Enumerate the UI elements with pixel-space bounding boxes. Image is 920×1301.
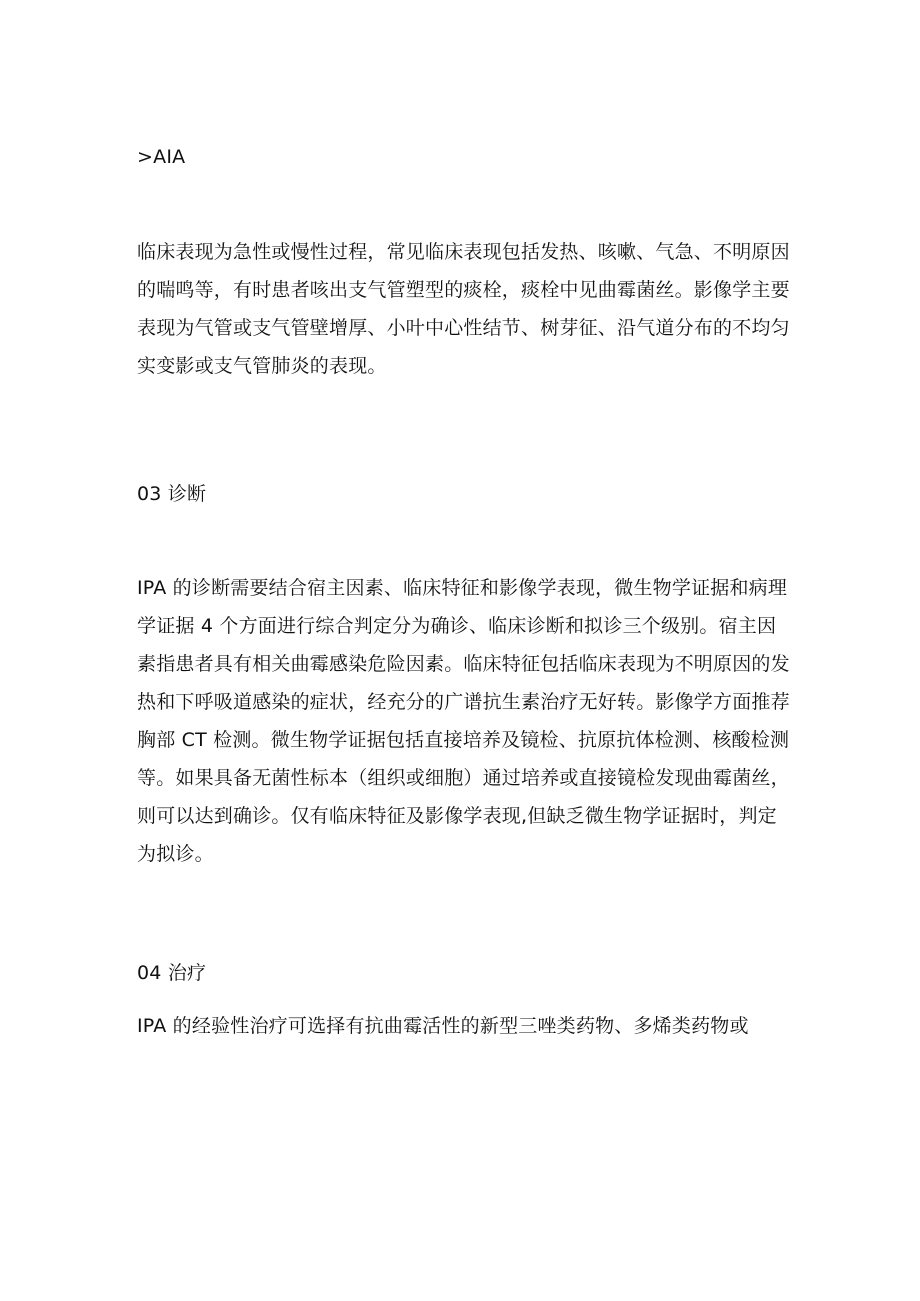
paragraph-diagnosis: IPA 的诊断需要结合宿主因素、临床特征和影像学表现，微生物学证据和病理学证据 4 个方面进行综合判定分为确诊、临床诊断和拟诊三个级别。宿主因素指患者具有相关曲霉感染危险因素。临床特征包括临床表现为不明原因的发热和下呼吸道感染的症状，经充分的广谱抗生素治疗无好转。影像学方面推荐胸部 CT 检测。微生物学证据包括直接培养及镜检、抗原抗体检测、核酸检测等。如果具备无菌性标本（组织或细胞）通过培养或直接镜检发现曲霉菌丝，则可以达到确诊。仅有临床特征及影像学表现,但缺乏微生物学证据时，判定为拟诊。 xyxy=(137,577,790,865)
section-heading-diagnosis: 03 诊断 xyxy=(137,483,207,505)
paragraph-aia-clinical-features: 临床表现为急性或慢性过程，常见临床表现包括发热、咳嗽、气急、不明原因的喘鸣等，有时患者咳出支气管塑型的痰栓，痰栓中见曲霉菌丝。影像学主要表现为气管或支气管壁增厚、小叶中心性结节、树芽征、沿气道分布的不均匀实变影或支气管肺炎的表现。 xyxy=(137,241,790,377)
paragraph-treatment: IPA 的经验性治疗可选择有抗曲霉活性的新型三唑类药物、多烯类药物或 xyxy=(137,1015,749,1037)
section-heading-treatment: 04 治疗 xyxy=(137,962,207,984)
section-heading-aia: >AIA xyxy=(137,146,186,168)
